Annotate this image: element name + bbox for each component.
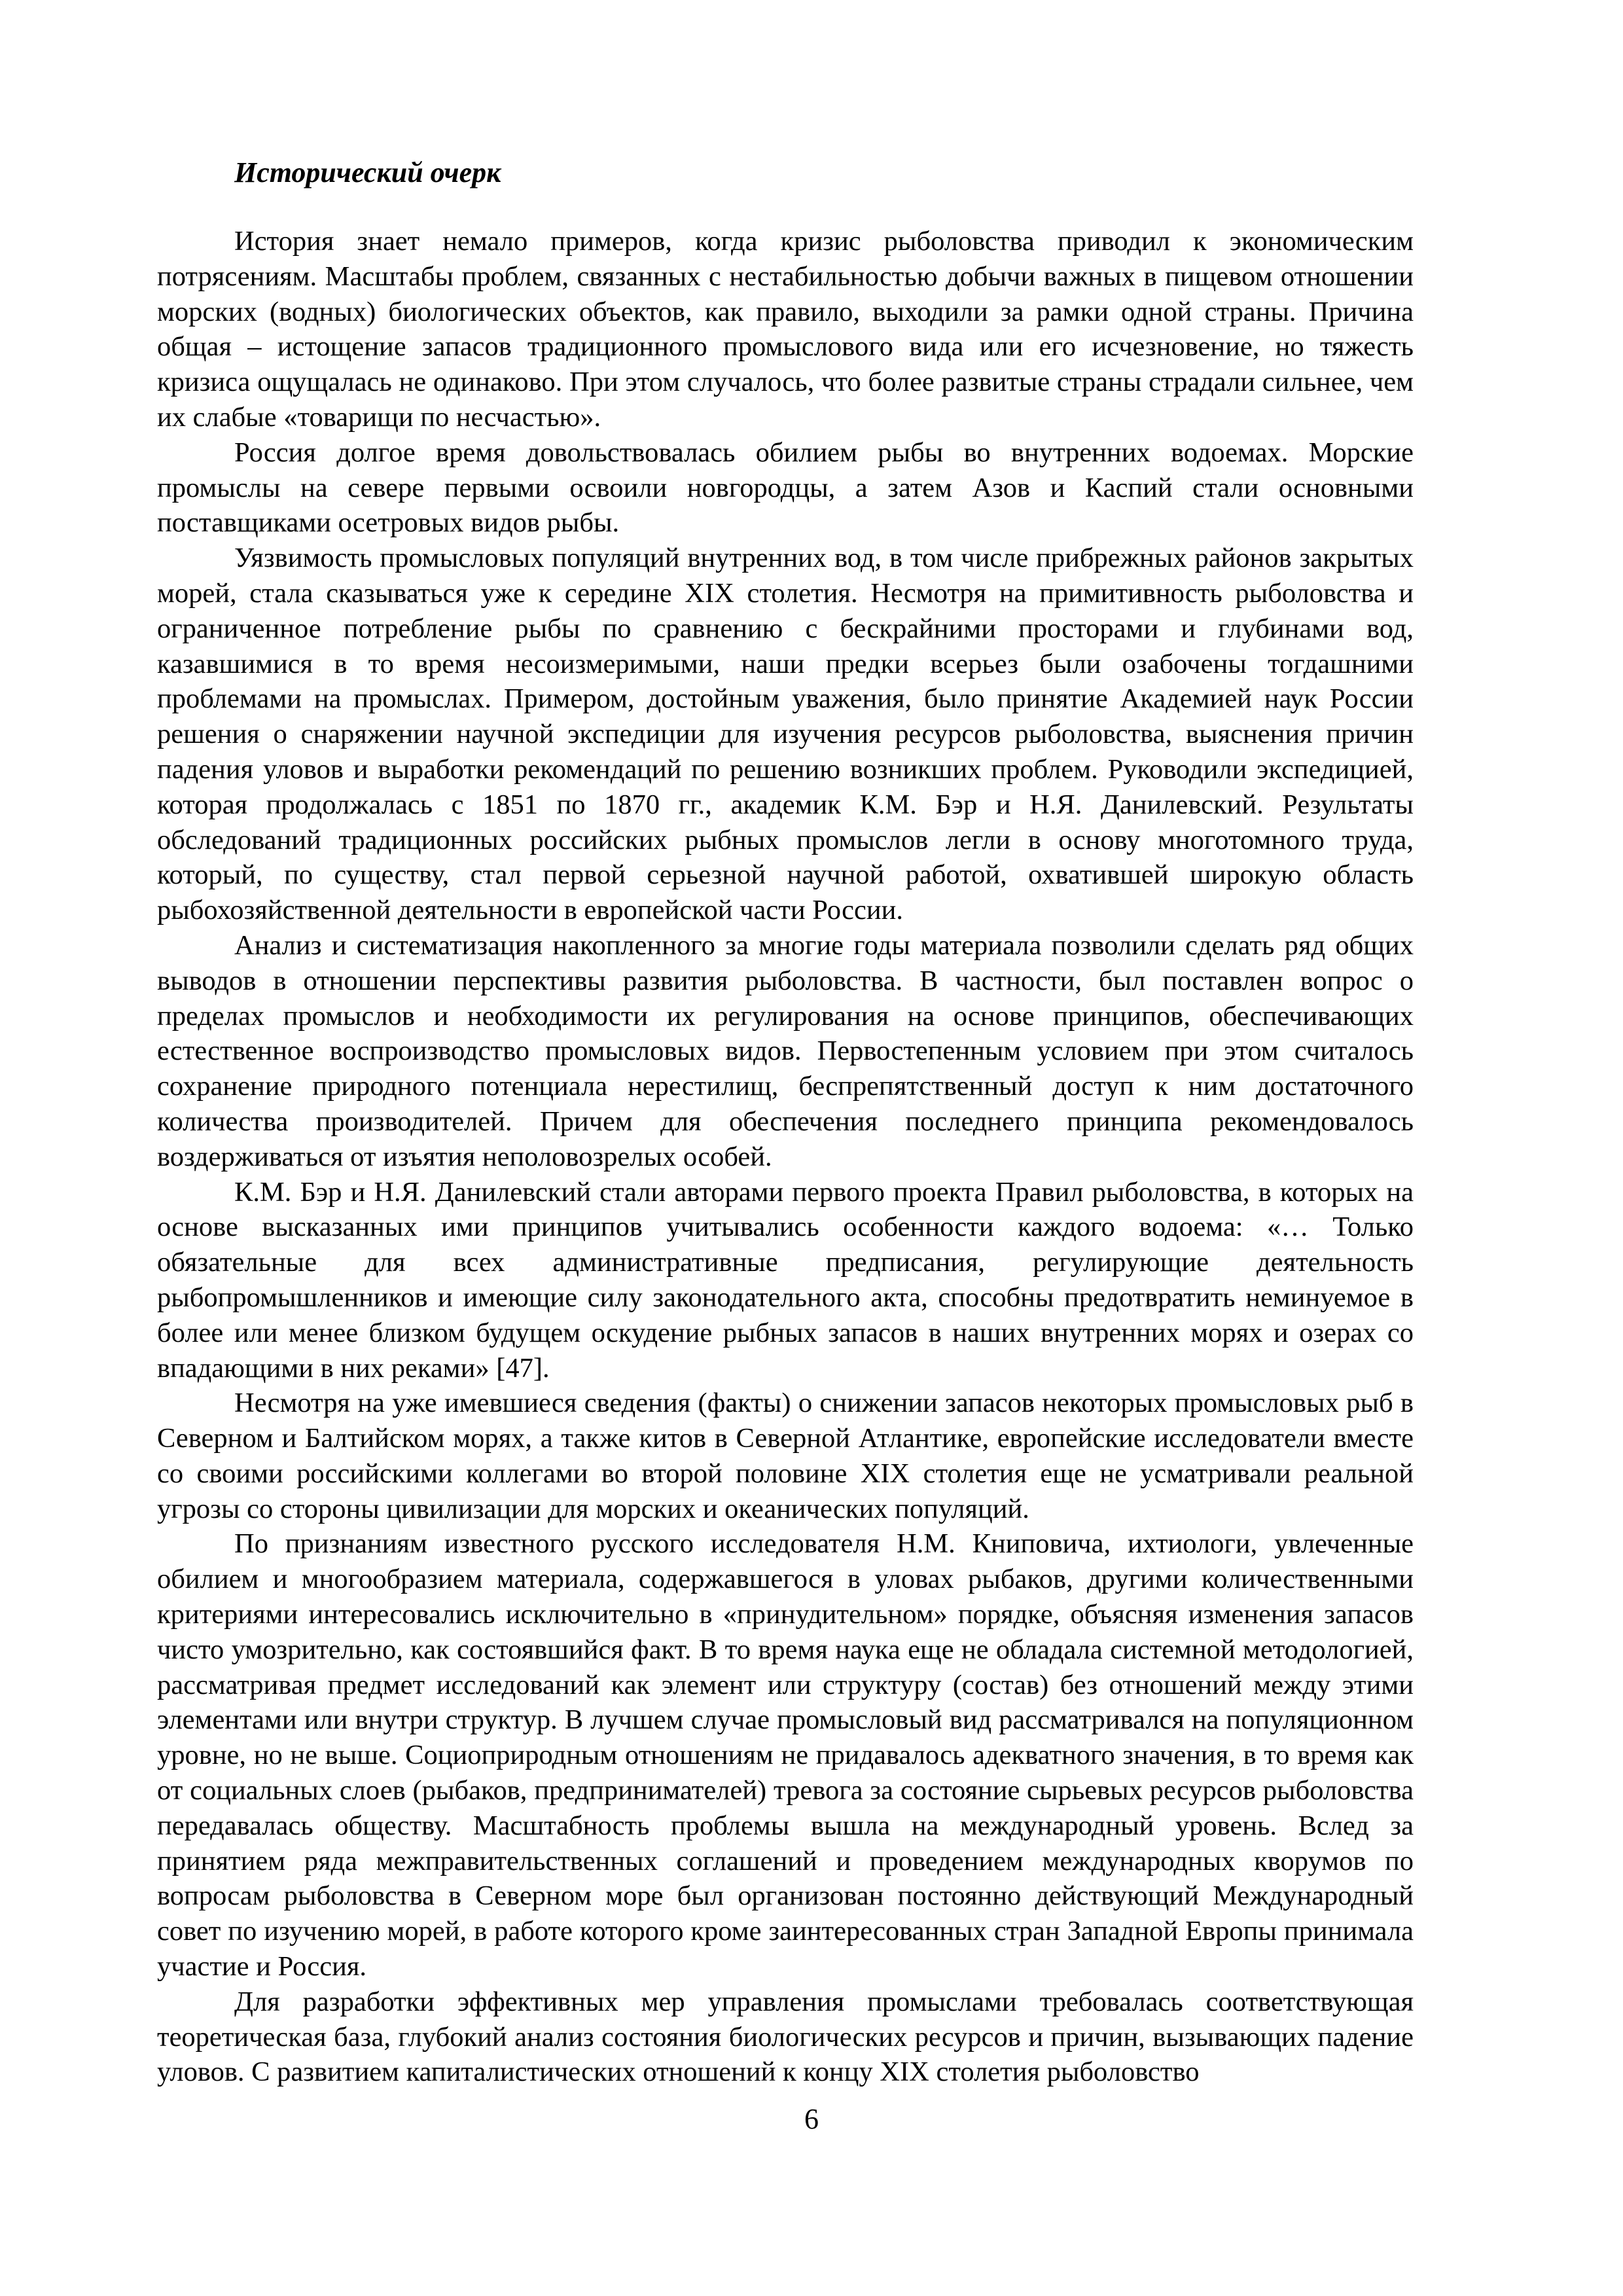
paragraph: Уязвимость промысловых популяций внутренних вод, в том числе прибрежных районов закрытых морей, стала сказываться уже к середине XIX столетия. Несмотря на примитивность рыболовства и ограниченное потребление рыбы по сравнению с бескрайними просторами и глубинами вод, казавшимися в то время несоизмеримыми, наши предки всерьез были озабочены тогдашними проблемами на промыслах. Примером, достойным уважения, было принятие Академией наук России решения о снаряжении научной экспедиции для изучения ресурсов рыболовства, выяснения причин падения уловов и выработки рекомендаций по решению возникших проблем. Руководили экспедицией, которая продолжалась с 1851 по 1870 гг., академик К.М. Бэр и Н.Я. Данилевский. Результаты обследований традиционных российских рыбных промыслов легли в основу многотомного труда, который, по существу, стал первой серьезной научной работой, охватившей широкую область рыбохозяйственной деятельности в европейской части России. xyxy=(157,543,1414,926)
body-text xyxy=(157,224,1414,2090)
section-heading: Исторический очерк xyxy=(234,156,501,188)
paragraph: К.М. Бэр и Н.Я. Данилевский стали авторами первого проекта Правил рыболовства, в которых на основе высказанных ими принципов учитывались особенности каждого водоема: «… Только обязательные для всех административные предписания, регулирующие деятельность рыбопромышленников и имеющие силу законодательного акта, способны предотвратить неминуемое в более или менее близком будущем оскудение рыбных запасов в наших внутренних морях и озерах со впадающими в них реками» [47]. xyxy=(157,1176,1414,1384)
paragraph: История знает немало примеров, когда кризис рыболовства приводил к экономическим потрясениям. Масштабы проблем, связанных с нестабильностью добычи важных в пищевом отношении морских (водных) биологических объектов, как правило, выходили за рамки одной страны. Причина общая – истощение запасов традиционного промыслового вида или его исчезновение, но тяжесть кризиса ощущалась не одинаково. При этом случалось, что более развитые страны страдали сильнее, чем их слабые «товарищи по несчастью». xyxy=(157,226,1414,433)
paragraph: По признаниям известного русского исследователя Н.М. Книповича, ихтиологи, увлеченные обилием и многообразием материала, содержавшегося в уловах рыбаков, другими количественными критериями интересовались исключительно в «принудительном» порядке, объясняя изменения запасов чисто умозрительно, как состоявшийся факт. В то время наука еще не обладала системной методологией, рассматривая предмет исследований как элемент или структуру (состав) без отношений между этими элементами или внутри структур. В лучшем случае промысловый вид рассматривался на популяционном уровне, но не выше. Социоприродным отношениям не придавалось адекватного значения, в то время как от социальных слоев (рыбаков, предпринимателей) тревога за состояние сырьевых ресурсов рыболовства передавалась обществу. Масштабность проблемы вышла на международный уровень. Вслед за принятием ряда межправительственных соглашений и проведением международных кворумов по вопросам рыболовства в Северном море был организован постоянно действующий Международный совет по изучению морей, в работе которого кроме заинтересованных стран Западной Европы принимала участие и Россия. xyxy=(157,1528,1414,1982)
paragraph: Несмотря на уже имевшиеся сведения (факты) о снижении запасов некоторых промысловых рыб в Северном и Балтийском морях, а также китов в Северной Атлантике, европейские исследователи вместе со своими российскими коллегами во второй половине XIX столетия еще не усматривали реальной угрозы со стороны цивилизации для морских и океанических популяций. xyxy=(157,1388,1414,1524)
paragraph: Для разработки эффективных мер управления промыслами требовалась соответствующая теоретическая база, глубокий анализ состояния биологических ресурсов и причин, вызывающих падение уловов. С развитием капиталистических отношений к концу XIX столетия рыболовство xyxy=(157,1986,1414,2088)
paragraph: Россия долгое время довольствовалась обилием рыбы во внутренних водоемах. Морские промыслы на севере первыми освоили новгородцы, а затем Азов и Каспий стали основными поставщиками осетровых видов рыбы. xyxy=(157,437,1414,539)
paragraph: Анализ и систематизация накопленного за многие годы материала позволили сделать ряд общих выводов в отношении перспективы развития рыболовства. В частности, был поставлен вопрос о пределах промыслов и необходимости их регулирования на основе принципов, обеспечивающих естественное воспроизводство промысловых видов. Первостепенным условием при этом считалось сохранение природного потенциала нерестилищ, беспрепятственный доступ к ним достаточного количества производителей. Причем для обеспечения последнего принципа рекомендовалось воздерживаться от изъятия неполовозрелых особей. xyxy=(157,929,1414,1172)
page-number: 6 xyxy=(804,2103,819,2135)
